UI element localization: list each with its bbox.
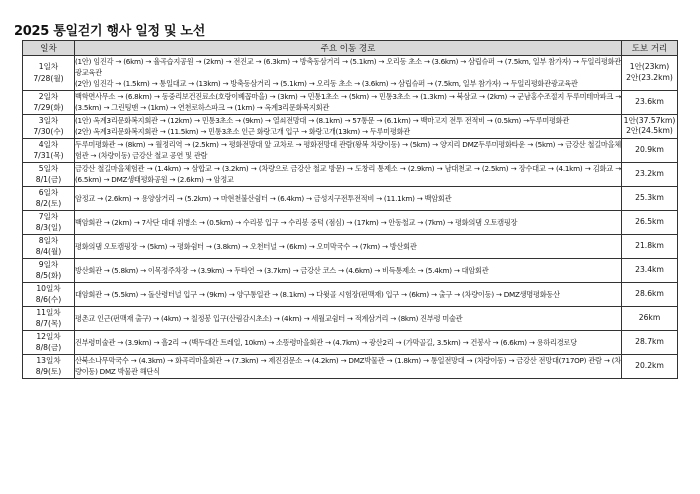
route-text: 두루미평화관 → (8km) → 월정리역 → (2.5km) → 평화전망대 앞 교차로 → 평화전망대 관람(왕복 차량이동) → (5km) → 양지리 DMZ두루미평화타운 → (5km) → 금강산 철길마을체험관 → (차량이동) 금강산 철교 공연 및 관람 [75,139,621,161]
day-label: 3일차 [38,115,59,125]
day-label: 13일차 [36,355,61,365]
route-text: 진부령미술관 → (3.9km) → 흘2리 → (백두대간 트레일, 10km) → 소똥령마을회관 → (4.7km) → 광산2리 → (가막골길, 3.5km) → 건봉사 → (6.6km) → 용하리경로당 [75,337,577,347]
table-row [23,354,678,378]
distance-cell [622,330,678,354]
table-row [23,138,678,162]
distance-value: 25.3km [635,192,664,202]
day-label: 5일차 [38,163,59,173]
route-cell [75,162,622,186]
header-distance: 도보 거리 [622,41,678,56]
header-day: 일차 [23,41,75,56]
distance-value: 1안(23km) [629,62,670,72]
distance-value: 26.5km [635,216,664,226]
schedule-table [22,40,678,379]
distance-cell [622,306,678,330]
day-date: 7/31(목) [33,151,64,161]
day-cell [23,282,75,306]
table-row [23,114,678,138]
distance-cell [622,138,678,162]
table-row [23,258,678,282]
route-text: (2안) 옥계3리문화복지회관 → (11.5km) → 민통3초소 인근 화랑고개 입구 → 화랑고개(13km) → 두루미평화관 [75,127,410,137]
distance-cell [622,186,678,210]
route-text: 백학면사무소 → (6.8km) → 동중리보건진료소(호랑이볘꼽마을) → (3km) → 민통1초소 → (5km) → 민통3초소 → (1.3km) → 북삼교 → (2km) → 군남홍수조절지 두루미테마파크 → (3.5km) → 그린팅맨 → (1km) → 연천로하스파크 → (1km) → 옥계3리문화복지회관 [75,91,621,113]
day-label: 8일차 [38,235,59,245]
day-date: 7/29(화) [33,103,64,113]
day-date: 7/30(수) [33,127,64,137]
distance-value: 23.2km [635,168,664,178]
table-row [23,186,678,210]
distance-value: 2안(24.5km) [626,126,673,136]
table-row [23,210,678,234]
distance-cell [622,354,678,378]
distance-cell [622,162,678,186]
route-cell [75,306,622,330]
table-row [23,162,678,186]
route-cell [75,114,622,138]
table-row [23,282,678,306]
route-text: 대암회관 → (5.5km) → 돌산령터널 입구 → (9km) → 양구통일관 → (8.1km) → 다윗골 시험장(펀맥재) 입구 → (6km) → 출구 → (차량이동) → DMZ생명평화동산 [75,289,560,299]
table-row [23,56,678,91]
table-row [23,234,678,258]
route-text: 금강산 철길마을체험관 → (1.4km) → 삼합교 → (3.2km) → (차량으로 금강산 철교 방문) → 도창리 통제소 → (2.9km) → 남대천교 → (2.5km) → 장수대교 → (4.1km) → 김화교 → (6.5km) → DMZ생태평화공원 → (2.6km) → 암정교 [75,163,621,185]
day-cell [23,114,75,138]
route-text: 평화의댐 오토캠핑장 → (5km) → 평화쉼터 → (3.8km) → 오천터널 → (6km) → 오미막국수 → (7km) → 방산회관 [75,241,417,251]
header-route: 주요 이동 경로 [75,41,622,56]
route-cell [75,56,622,91]
table-row [23,330,678,354]
day-cell [23,354,75,378]
day-date: 7/28(월) [33,73,64,83]
route-cell [75,210,622,234]
day-date: 8/1(금) [35,175,62,185]
route-text: 암정교 → (2.6km) → 용양삼거리 → (5.2km) → 마현천불산쉼터 → (6.4km) → 금성지구전투전적비 → (11.1km) → 백암회관 [75,193,452,203]
route-cell [75,330,622,354]
day-date: 8/8(금) [35,343,62,353]
header-row [23,41,678,56]
day-label: 2일차 [38,91,59,101]
day-date: 8/6(수) [35,295,62,305]
distance-value: 1안(37.57km) [623,115,676,125]
day-cell [23,210,75,234]
day-cell [23,330,75,354]
distance-value: 23.4km [635,264,664,274]
day-label: 6일차 [38,187,59,197]
day-cell [23,90,75,114]
distance-value: 28.6km [635,288,664,298]
day-cell [23,138,75,162]
day-label: 11일차 [36,307,61,317]
day-label: 4일차 [38,139,59,149]
distance-value: 20.2km [635,360,664,370]
day-date: 8/3(일) [35,223,62,233]
day-label: 7일차 [38,211,59,221]
schedule-body [23,56,678,379]
distance-cell [622,234,678,258]
route-cell [75,234,622,258]
distance-cell [622,56,678,91]
day-cell [23,162,75,186]
day-label: 9일차 [38,259,59,269]
day-cell [23,306,75,330]
distance-cell [622,258,678,282]
day-cell [23,186,75,210]
route-text: 백암회관 → (2km) → 7사단 대대 위병소 → (0.5km) → 수리봉 입구 → 수리봉 중턱 (점심) → (17km) → 안동철교 → (7km) → 평화의댐 오토캠핑장 [75,217,518,227]
route-cell [75,138,622,162]
page-title: 2025 통일걷기 행사 일정 및 노선 [14,24,205,39]
day-label: 12일차 [36,331,61,341]
distance-value: 21.8km [635,240,664,250]
distance-value: 2안(23.2km) [626,72,673,82]
route-cell [75,258,622,282]
day-date: 8/2(토) [35,199,62,209]
route-cell [75,186,622,210]
day-label: 1일차 [38,62,59,72]
day-cell [23,234,75,258]
day-date: 8/7(목) [35,319,62,329]
distance-cell [622,90,678,114]
distance-cell [622,282,678,306]
route-text: (2안) 임진각 → (1.5km) → 통일대교 → (13km) → 방축동삼거리 → (5.1km) → 오리동 초소 → (3.6km) → 삼립슈퍼 → (7.5km, 일부 참가자) → 두일리평화관광교육관 [75,79,578,89]
distance-value: 23.6km [635,96,664,106]
distance-value: 20.9km [635,144,664,154]
distance-value: 28.7km [635,336,664,346]
route-text: 산북소나무막국수 → (4.3km) → 화곡리마을회관 → (7.3km) → 제진검문소 → (4.2km) → DMZ박물관 → (1.8km) → 통일전망대 → (차량이동) → 금강산 전망대(717OP) 관람 → (차량이동) DMZ 박물관 해단식 [75,355,621,377]
day-date: 8/4(월) [35,247,62,257]
distance-cell [622,114,678,138]
route-text: 방산회관 → (5.8km) → 이목정주차장 → (3.9km) → 두타연 → (3.7km) → 금강산 코스 → (4.6km) → 비득통제소 → (5.4km) → 대암회관 [75,265,489,275]
day-cell [23,258,75,282]
route-text: 평촌교 인근(펀맥재 출구) → (4km) → 칠정봉 입구(산림감시초소) → (4km) → 세월교쉼터 → 적계삼거리 → (8km) 진부령 미술관 [75,313,463,323]
day-cell [23,56,75,91]
table-row [23,306,678,330]
route-text: (1안) 옥계3리문화복지회관 → (12km) → 민통3초소 → (9km) → 열쇠전망대 → (8.1km) → 57통문 → (6.1km) → 백마고지 전투 전적비 → (0.5km) →두루미평화관 [75,115,570,125]
distance-value: 26km [638,312,661,322]
route-cell [75,90,622,114]
day-label: 10일차 [36,283,61,293]
distance-cell [622,210,678,234]
day-date: 8/5(화) [35,271,62,281]
route-text: (1안) 임진각 → (6km) → 율곡습지공원 → (2km) → 전진교 → (6.3km) → 방축동삼거리 → (5.1km) → 오리동 초소 → (3.6km) → 삼립슈퍼 → (7.5km, 일부 참가자) → 두일리평화관광교육관 [75,57,621,78]
route-cell [75,282,622,306]
table-row [23,90,678,114]
route-cell [75,354,622,378]
day-date: 8/9(토) [35,367,62,377]
